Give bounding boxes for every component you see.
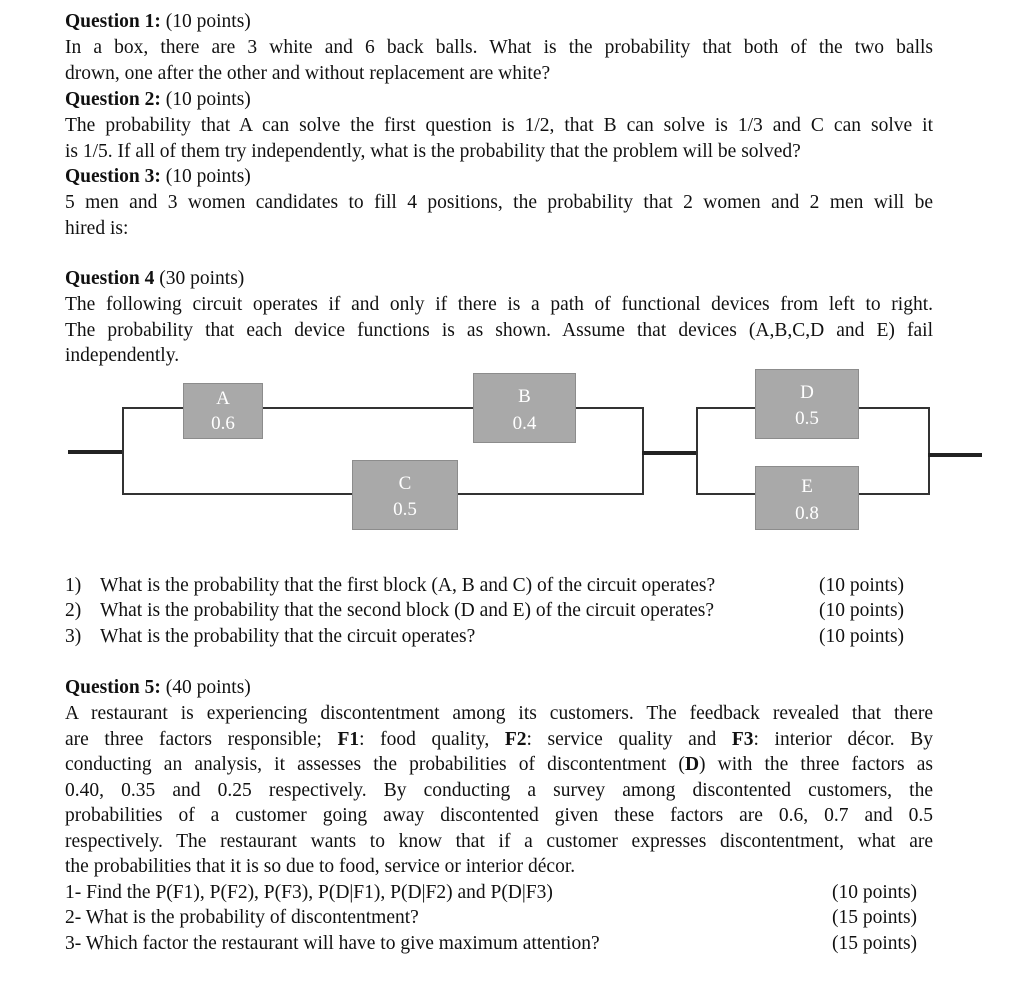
device-C-prob: 0.5	[393, 499, 417, 520]
q5-line2-c: : service quality and	[526, 729, 732, 750]
q5-event-d: D	[684, 754, 700, 775]
q5-text-line4: 0.40, 0.35 and 0.25 respectively. By conducting a survey among discontented customers, the	[65, 780, 933, 801]
q4-title: Question 4	[65, 268, 155, 289]
device-D-prob: 0.5	[795, 408, 819, 429]
q4-item-1-text: What is the probability that the first block (A, B and C) of the circuit operates?	[100, 575, 716, 596]
q1-text-line1: In a box, there are 3 white and 6 back balls. What is the probability that both of the two balls	[65, 37, 933, 58]
q2-heading	[65, 87, 933, 113]
q3-heading	[65, 164, 933, 190]
device-E-prob: 0.8	[795, 503, 819, 524]
q5-line2-b: : food quality,	[359, 729, 505, 750]
q1-text-line2: drown, one after the other and without replacement are white?	[65, 63, 551, 84]
q5-heading	[65, 675, 933, 701]
q5-text-line2	[65, 727, 933, 753]
q1-heading	[65, 9, 933, 35]
q5-item-1-points: (10 points)	[832, 882, 918, 903]
q4-text-line1: The following circuit operates if and only if there is a path of functional devices from left to right.	[65, 294, 933, 315]
q5-points: (40 points)	[165, 677, 251, 698]
wire-B-out	[575, 407, 644, 409]
wire-to-E	[696, 493, 756, 495]
block1-left-bus	[122, 407, 124, 495]
q5-line2-a: are three factors responsible;	[65, 729, 338, 750]
q5-item-3-points: (15 points)	[832, 933, 918, 954]
q5-factor-f3: F3	[731, 729, 754, 750]
wire-C-out	[457, 493, 644, 495]
q4-text-line3: independently.	[65, 345, 180, 366]
q1-points: (10 points)	[165, 11, 251, 32]
q5-factor-f1: F1	[337, 729, 360, 750]
wire-E-out	[858, 493, 930, 495]
q2-title: Question 2:	[65, 89, 161, 110]
q5-item-2-text: 2- What is the probability of discontentment?	[65, 907, 419, 928]
q5-item-3-text: 3- Which factor the restaurant will have to give maximum attention?	[65, 933, 600, 954]
q2-points: (10 points)	[165, 89, 251, 110]
q4-item-1-num: 1)	[65, 575, 82, 596]
wire-to-A	[122, 407, 184, 409]
circuit-input-wire	[68, 450, 124, 454]
q4-item-2-text: What is the probability that the second block (D and E) of the circuit operates?	[100, 600, 715, 621]
q4-text-line2: The probability that each device functions is as shown. Assume that devices (A,B,C,D and E) fail	[65, 320, 933, 341]
q5-item-1-text: 1- Find the P(F1), P(F2), P(F3), P(D|F1), P(D|F2) and P(D|F3)	[65, 882, 553, 903]
device-D	[755, 369, 859, 439]
q5-factor-f2: F2	[504, 729, 527, 750]
q3-text-line1: 5 men and 3 women candidates to fill 4 positions, the probability that 2 women and 2 men will be	[65, 192, 933, 213]
q5-line3-b: ) with the three factors as	[699, 754, 933, 775]
q5-title: Question 5:	[65, 677, 161, 698]
q4-item-1-points: (10 points)	[819, 575, 905, 596]
q4-item-3-text: What is the probability that the circuit operates?	[100, 626, 476, 647]
q5-text-line3	[65, 752, 933, 778]
q5-text-line7: the probabilities that it is so due to food, service or interior décor.	[65, 856, 576, 877]
wire-D-out	[858, 407, 930, 409]
device-B-prob: 0.4	[512, 413, 537, 434]
q4-item-3-num: 3)	[65, 626, 82, 647]
q5-line3-a: conducting an analysis, it assesses the probabilities of discontentment (	[65, 754, 685, 775]
wire-to-D	[696, 407, 756, 409]
device-A-name: A	[216, 388, 230, 409]
circuit-output-wire	[928, 453, 982, 457]
device-E-name: E	[801, 476, 813, 497]
q3-text-line2: hired is:	[65, 218, 129, 239]
device-C-name: C	[398, 473, 412, 494]
wire-A-to-B	[262, 407, 474, 409]
q4-item-3-points: (10 points)	[819, 626, 905, 647]
q2-text-line1: The probability that A can solve the first question is 1/2, that B can solve is 1/3 and C can solve it	[65, 115, 933, 136]
q3-title: Question 3:	[65, 166, 161, 187]
q5-item-2-points: (15 points)	[832, 907, 918, 928]
q5-line2-d: : interior décor. By	[753, 729, 933, 750]
q1-title: Question 1:	[65, 11, 161, 32]
device-C	[352, 460, 458, 530]
q3-points: (10 points)	[165, 166, 251, 187]
q5-text-line6: respectively. The restaurant wants to know that if a customer expresses discontentment, what are	[65, 831, 933, 852]
block2-left-bus	[696, 407, 698, 495]
q5-text-line1: A restaurant is experiencing discontentment among its customers. The feedback revealed that there	[65, 703, 933, 724]
q4-heading	[65, 266, 933, 292]
device-E	[755, 466, 859, 530]
device-B	[473, 373, 576, 443]
device-A-prob: 0.6	[211, 413, 235, 434]
q2-text-line2: is 1/5. If all of them try independently, what is the probability that the problem will be solved?	[65, 141, 801, 162]
device-B-name: B	[518, 386, 531, 407]
q4-points: (30 points)	[159, 268, 245, 289]
q4-item-2-num: 2)	[65, 600, 82, 621]
wire-to-C	[122, 493, 353, 495]
block2-right-bus	[928, 407, 930, 495]
q4-item-2-points: (10 points)	[819, 600, 905, 621]
q5-text-line5: probabilities of a customer going away discontented given these factors are 0.6, 0.7 and 0.5	[65, 805, 933, 826]
device-D-name: D	[800, 382, 814, 403]
wire-between-blocks	[642, 451, 698, 455]
device-A	[183, 383, 263, 439]
